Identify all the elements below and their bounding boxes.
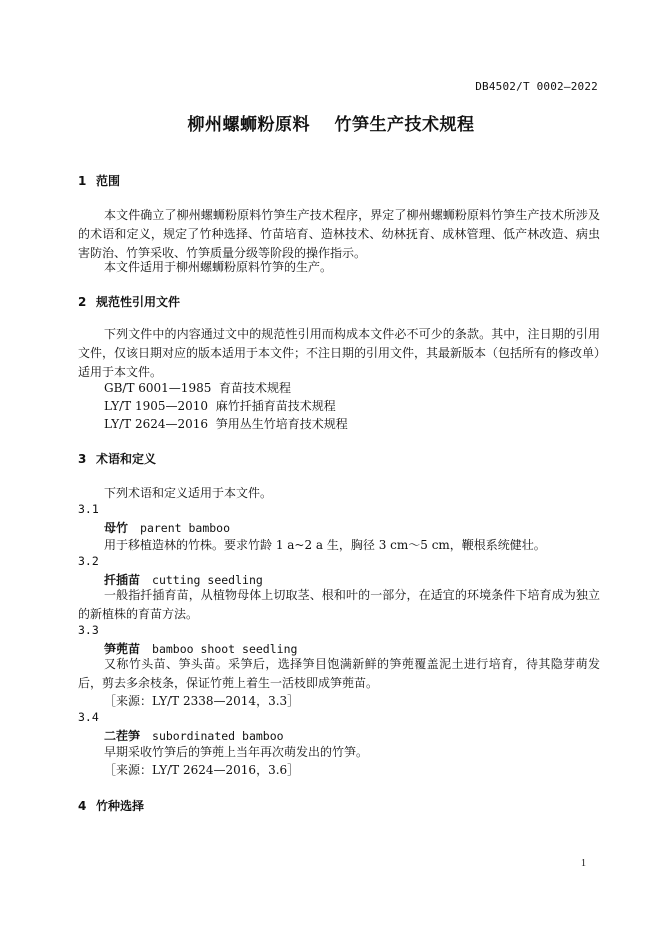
section-title: 范围: [96, 174, 121, 188]
document-title: 柳州螺蛳粉原料 竹笋生产技术规程: [187, 115, 475, 135]
term-english: bamboo shoot seedling: [152, 642, 298, 656]
section-4-heading: [78, 797, 144, 814]
term-heading: [104, 519, 230, 536]
term-chinese: 笋蔸苗: [104, 642, 141, 656]
section-2-heading: [78, 293, 180, 310]
term-english: cutting seedling: [152, 573, 263, 587]
term-number: 3.1: [78, 502, 99, 516]
document-code: DB4502/T 0002—2022: [475, 80, 598, 93]
reference-item: LY/T 1905—2010 麻竹扦插育苗技术规程: [104, 399, 336, 413]
term-chinese: 二茬笋: [104, 729, 141, 743]
reference-item: GB/T 6001—1985 育苗技术规程: [104, 381, 291, 395]
term-source: ［来源：LY/T 2338—2014，3.3］: [104, 694, 300, 708]
term-english: subordinated bamboo: [152, 729, 284, 743]
section-number: 4: [78, 799, 87, 813]
term-chinese: 扦插苗: [104, 573, 141, 587]
reference-item: LY/T 2624—2016 笋用丛生竹培育技术规程: [104, 417, 348, 431]
section-1-heading: [78, 172, 120, 189]
term-number: 3.3: [78, 623, 99, 637]
section-title: 术语和定义: [96, 452, 157, 466]
section-3-heading: [78, 450, 156, 467]
terms-intro: 下列术语和定义适用于本文件。: [104, 486, 273, 500]
term-number: 3.4: [78, 710, 99, 724]
term-source: ［来源：LY/T 2624—2016，3.6］: [104, 763, 300, 777]
scope-paragraph-1: 本文件确立了柳州螺蛳粉原料竹笋生产技术程序，界定了柳州螺蛳粉原料竹笋生产技术所涉及的术语和定义，规定了竹种选择、竹苗培育、造林技术、幼林抚育、成林管理、低产林改造、病虫害防治、竹笋采收、竹笋质量分级等阶段的操作指示。: [78, 208, 600, 260]
references-paragraph: 下列文件中的内容通过文中的规范性引用而构成本文件必不可少的条款。其中，注日期的引用文件，仅该日期对应的版本适用于本文件；不注日期的引用文件，其最新版本（包括所有的修改单）适用于本文件。: [78, 327, 601, 379]
term-definition: 早期采收竹笋后的笋蔸上当年再次萌发出的竹笋。: [104, 745, 369, 759]
term-heading: [104, 727, 284, 744]
term-number: 3.2: [78, 554, 99, 568]
term-definition: 一般指扦插育苗，从植物母体上切取茎、根和叶的一部分，在适宜的环境条件下培育成为独立的新植株的育苗方法。: [78, 588, 600, 621]
term-definition: 用于移植造林的竹株。要求竹龄 1 a~2 a 生，胸径 3 cm～5 cm，鞭根系统健壮。: [104, 538, 546, 552]
term-english: parent bamboo: [140, 521, 231, 535]
scope-paragraph-2: 本文件适用于柳州螺蛳粉原料竹笋的生产。: [104, 260, 333, 274]
term-definition: 又称竹头苗、笋头苗。采笋后，选择笋目饱满新鲜的笋蔸覆盖泥土进行培育，待其隐芽萌发后，剪去多余枝条，保证竹蔸上着生一活枝即成笋蔸苗。: [78, 657, 600, 690]
section-number: 1: [78, 174, 87, 188]
section-title: 竹种选择: [96, 799, 145, 813]
page-number: 1: [581, 858, 586, 869]
term-chinese: 母竹: [104, 521, 129, 535]
section-title: 规范性引用文件: [96, 295, 181, 309]
section-number: 3: [78, 452, 87, 466]
section-number: 2: [78, 295, 87, 309]
